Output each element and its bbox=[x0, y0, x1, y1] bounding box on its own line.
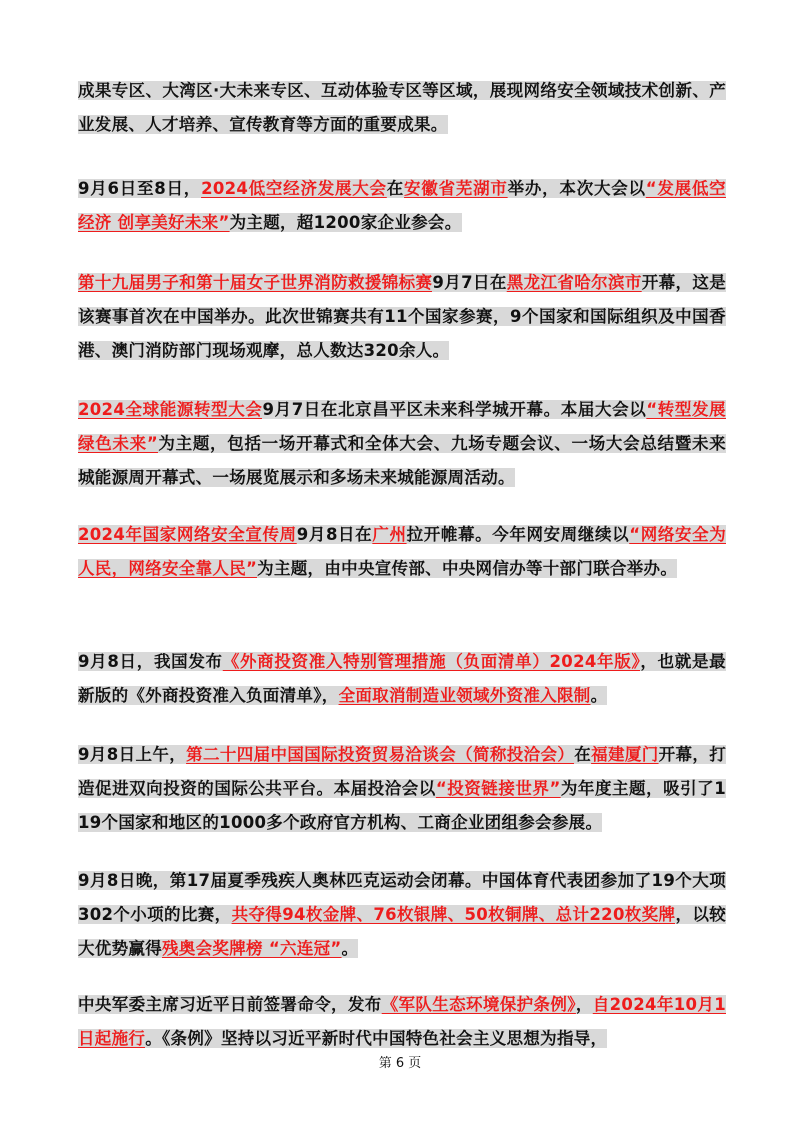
paragraph-text: 9月8日在 bbox=[296, 525, 373, 544]
highlighted-keyword: “发展低空经济 创享美好未来” bbox=[78, 179, 726, 232]
paragraph-text: 。《条例》坚持以习近平新时代中国特色社会主义思想为指导， bbox=[145, 1029, 608, 1048]
highlighted-keyword: 第十九届男子和第十届女子世界消防救援锦标赛 bbox=[78, 273, 433, 292]
highlighted-keyword: 自2024年10月1日起施行 bbox=[78, 995, 726, 1048]
paragraph-text: 为主题，超1200家企业参会。 bbox=[229, 213, 462, 232]
paragraph-text: ，也就是最新版的《外商投资准入负面清单》， bbox=[78, 652, 726, 705]
highlighted-keyword: 广州 bbox=[372, 525, 407, 544]
paragraph-text: 9月8日，我国发布 bbox=[78, 652, 223, 671]
paragraph-text: 在 bbox=[386, 179, 405, 198]
paragraph-4 bbox=[78, 393, 726, 495]
highlighted-keyword: 第二十四届中国国际投资贸易洽谈会（简称投洽会） bbox=[186, 745, 575, 764]
highlighted-keyword: 残奥会奖牌榜 “六连冠” bbox=[162, 939, 342, 958]
paragraph-text: 。 bbox=[341, 939, 359, 958]
paragraph-text: 9月8日上午， bbox=[78, 745, 187, 764]
paragraph-text: 中央军委主席习近平日前签署命令，发布 bbox=[78, 995, 382, 1014]
page-number: 第 6 页 bbox=[378, 1056, 422, 1071]
paragraph-text: 为年度主题，吸引了119个国家和地区的1000多个政府官方机构、工商企业团组参会参展。 bbox=[78, 779, 727, 832]
paragraph-text: 开幕，这是该赛事首次在中国举办。此次世锦赛共有11个国家参赛，9个国家和国际组织及中国香港、澳门消防部门现场观摩，总人数达320余人。 bbox=[78, 273, 726, 360]
paragraph-text: 9月6日至8日， bbox=[78, 179, 202, 198]
highlighted-keyword: 2024年国家网络安全宣传周 bbox=[78, 525, 297, 544]
paragraph-text: 成果专区、大湾区·大未来专区、互动体验专区等区域，展现网络安全领域技术创新、产业发展、人才培养、宣传教育等方面的重要成果。 bbox=[78, 81, 726, 134]
highlighted-keyword: “转型发展 绿色未来” bbox=[78, 400, 726, 453]
highlighted-keyword: “网络安全为人民，网络安全靠人民” bbox=[78, 525, 726, 578]
highlighted-keyword: 黑龙江省哈尔滨市 bbox=[506, 273, 642, 292]
paragraph-text: ，以较大优势赢得 bbox=[78, 905, 726, 958]
paragraph-5 bbox=[78, 518, 726, 586]
paragraph-text: ， bbox=[575, 995, 593, 1014]
paragraph-3 bbox=[78, 266, 726, 368]
highlighted-keyword: “投资链接世界” bbox=[435, 779, 561, 798]
highlighted-keyword: 共夺得94枚金牌、76枚银牌、50枚铜牌、总计220枚奖牌 bbox=[231, 905, 676, 924]
highlighted-keyword: 《外商投资准入特别管理措施（负面清单）2024年版》 bbox=[222, 652, 641, 671]
paragraph-text: 。 bbox=[590, 686, 608, 705]
paragraph-2 bbox=[78, 172, 726, 240]
highlighted-keyword: 《军队生态环境保护条例》 bbox=[381, 995, 576, 1014]
paragraph-text: 9月7日在 bbox=[432, 273, 507, 292]
paragraph-1 bbox=[78, 74, 726, 142]
paragraph-text: 在 bbox=[574, 745, 592, 764]
paragraph-text: 拉开帷幕。今年网安周继续以 bbox=[406, 525, 630, 544]
paragraph-7 bbox=[78, 738, 726, 840]
paragraph-text: 开幕，打造促进双向投资的国际公共平台。本届投洽会以 bbox=[78, 745, 727, 798]
paragraph-text: 举办，本次大会以 bbox=[507, 179, 646, 198]
highlighted-keyword: 安徽省芜湖市 bbox=[404, 179, 508, 198]
highlighted-keyword: 2024低空经济发展大会 bbox=[201, 179, 387, 198]
paragraph-text: 9月8日晚，第17届夏季残疾人奥林匹克运动会闭幕。中国体育代表团参加了19个大项302个小项的比赛， bbox=[78, 871, 726, 924]
paragraph-text: 为主题，包括一场开幕式和全体大会、九场专题会议、一场大会总结暨未来城能源周开幕式、一场展览展示和多场未来城能源周活动。 bbox=[78, 434, 726, 487]
highlighted-keyword: 全面取消制造业领域外资准入限制 bbox=[338, 686, 591, 705]
paragraph-text: 9月7日在北京昌平区未来科学城开幕。本届大会以 bbox=[262, 400, 647, 419]
paragraph-8 bbox=[78, 864, 726, 966]
highlighted-keyword: 福建厦门 bbox=[591, 745, 659, 764]
paragraph-text: 为主题，由中央宣传部、中央网信办等十部门联合举办。 bbox=[257, 559, 678, 578]
paragraph-9 bbox=[78, 988, 726, 1056]
highlighted-keyword: 2024全球能源转型大会 bbox=[78, 400, 263, 419]
paragraph-6 bbox=[78, 645, 726, 713]
